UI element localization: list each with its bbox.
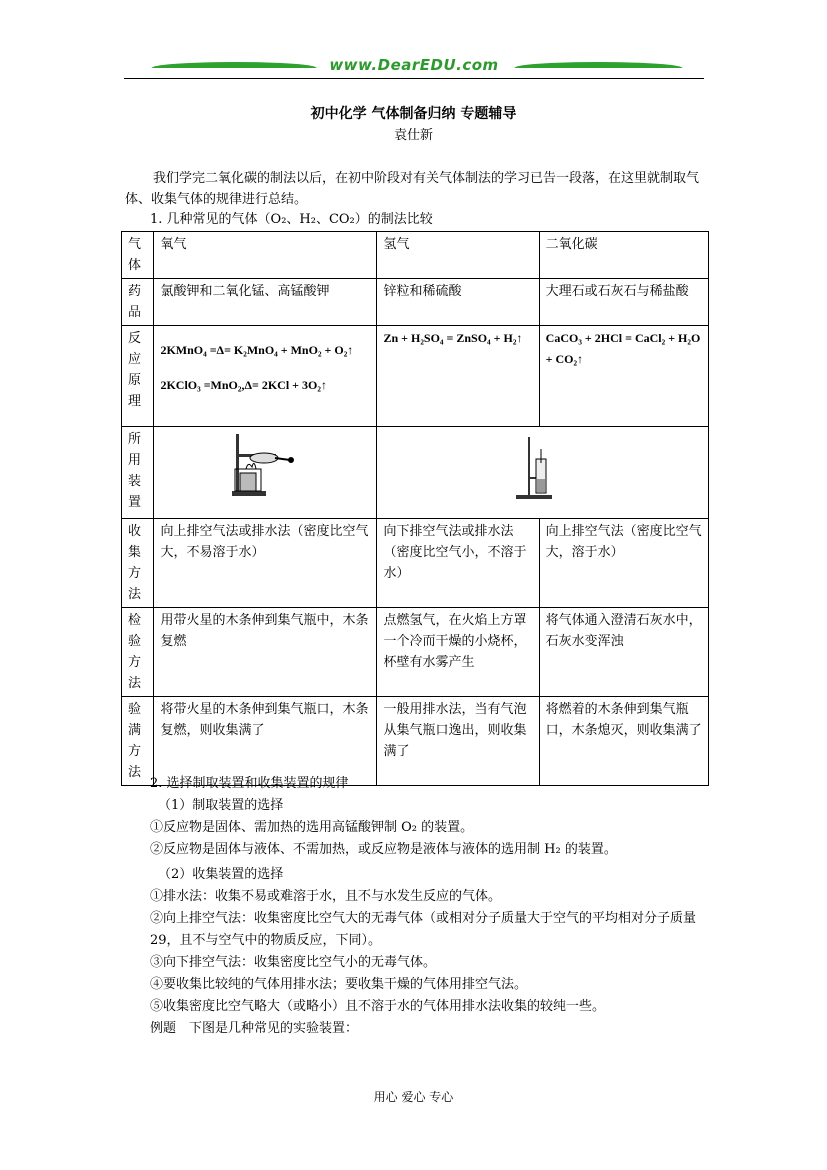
table-cell: 将气体通入澄清石灰水中，石灰水变浑浊 — [539, 608, 708, 697]
table-cell: 二氧化碳 — [539, 232, 708, 279]
row-label: 药品 — [128, 284, 142, 320]
table-cell — [539, 326, 708, 427]
table-cell: 向下排空气法或排水法（密度比空气小，不溶于水） — [377, 519, 539, 608]
table-cell: 一般用排水法，当有气泡从集气瓶口逸出，则收集满了 — [377, 697, 539, 786]
row-label: 气体 — [128, 237, 142, 273]
heating-apparatus-image — [160, 429, 367, 509]
section-1-heading: 1. 几种常见的气体（O₂、H₂、CO₂）的制法比较 — [150, 212, 433, 227]
table-cell: 锌粒和稀硫酸 — [377, 279, 539, 326]
header-rule — [124, 78, 704, 79]
site-logo-text[interactable]: www.DearEDU.com — [329, 56, 499, 74]
table-cell: 点燃氢气，在火焰上方罩一个冷而干燥的小烧杯，杯壁有水雾产生 — [377, 608, 539, 697]
table-row — [122, 279, 709, 326]
table-cell: 向上排空气法或排水法（密度比空气大，不易溶于水） — [154, 519, 377, 608]
row-label: 收集方法 — [128, 524, 142, 602]
list-item: ①排水法：收集不易或难溶于水，且不与水发生反应的气体。 — [150, 889, 502, 904]
list-item: ③向下排空气法：收集密度比空气小的无毒气体。 — [150, 955, 437, 970]
table-cell: 氢气 — [377, 232, 539, 279]
table-cell: 大理石或石灰石与稀盐酸 — [539, 279, 708, 326]
list-item: （1）制取装置的选择 — [158, 798, 284, 813]
table-cell — [377, 326, 539, 427]
table-row — [122, 326, 709, 427]
table-cell: 将带火星的木条伸到集气瓶口，木条复燃，则收集满了 — [154, 697, 377, 786]
equation: 2KMnO₄ =Δ= K₂MnO₄ + MnO₂ + O₂↑ — [160, 343, 354, 357]
table-row — [122, 427, 709, 519]
gas-generation-apparatus-image — [498, 429, 648, 509]
site-header — [124, 56, 704, 82]
list-item: ①反应物是固体、需加热的选用高锰酸钾制 O₂ 的装置。 — [150, 820, 474, 835]
apparatus-cell — [377, 427, 709, 519]
page-footer: 用心 爱心 专心 — [373, 1090, 454, 1104]
gas-comparison-table — [121, 231, 709, 786]
equation: CaCO₃ + 2HCl = CaCl₂ + H₂O + CO₂↑ — [545, 331, 701, 366]
table-cell — [154, 326, 377, 427]
row-label: 验满方法 — [128, 702, 142, 780]
apparatus-cell — [154, 427, 377, 519]
table-row — [122, 608, 709, 697]
row-label: 所用装置 — [128, 432, 142, 510]
list-item: ⑤收集密度比空气略大（或略小）且不溶于水的气体用排水法收集的较纯一些。 — [150, 999, 606, 1014]
row-label: 反应原理 — [128, 331, 142, 409]
list-item: 例题 下图是几种常见的实验装置： — [150, 1021, 359, 1036]
table-header-row — [122, 232, 709, 279]
table-cell: 氯酸钾和二氧化锰、高锰酸钾 — [154, 279, 377, 326]
page-title: 初中化学 气体制备归纳 专题辅导 — [310, 106, 517, 122]
list-item: ②反应物是固体与液体、不需加热，或反应物是液体与液体的选用制 H₂ 的装置。 — [150, 842, 617, 857]
list-item: ④要收集比较纯的气体用排水法；要收集干燥的气体用排空气法。 — [150, 977, 528, 992]
table-cell: 氧气 — [154, 232, 377, 279]
list-item: （2）收集装置的选择 — [158, 867, 284, 882]
table-cell: 向上排空气法（密度比空气大，溶于水） — [539, 519, 708, 608]
intro-paragraph: 我们学完二氧化碳的制法以后，在初中阶段对有关气体制法的学习已告一段落，在这里就制取气体、收集气体的规律进行总结。 — [125, 171, 700, 207]
equation: 2KClO₃ =MnO₂,Δ= 2KCl + 3O₂↑ — [160, 378, 327, 392]
equation: Zn + H₂SO₄ = ZnSO₄ + H₂↑ — [383, 331, 523, 345]
list-item: 2. 选择制取装置和收集装置的规律 — [150, 776, 349, 791]
table-row — [122, 519, 709, 608]
table-cell: 用带火星的木条伸到集气瓶中，木条复燃 — [154, 608, 377, 697]
author: 袁仕新 — [393, 128, 433, 143]
row-label: 检验方法 — [128, 613, 142, 691]
table-cell: 将燃着的木条伸到集气瓶口，木条熄灭，则收集满了 — [539, 697, 708, 786]
list-item: ②向上排空气法：收集密度比空气大的无毒气体（或相对分子质量大于空气的平均相对分子质量 29，且不与空气中的物质反应，下同）。 — [150, 911, 697, 948]
